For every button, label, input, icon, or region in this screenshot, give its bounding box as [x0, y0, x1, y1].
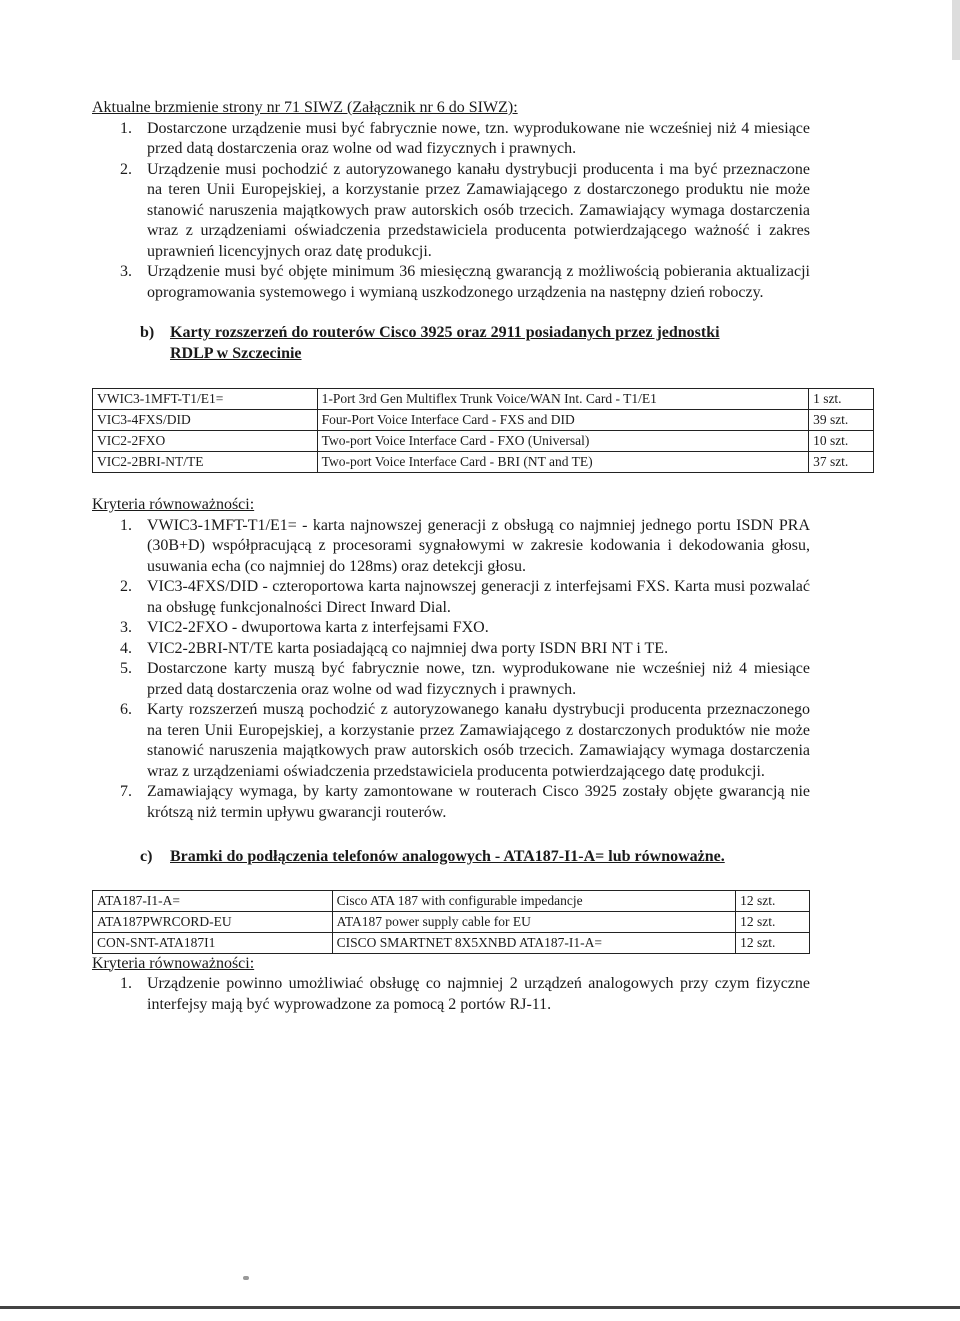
part-description: ATA187 power supply cable for EU: [332, 911, 735, 932]
criteria-item: 1. VWIC3-1MFT-T1/E1= - karta najnowszej generacji z obsługą co najmniej jednego portu ISDN PRA (30B+D) współpracującą z procesorami sygnałowymi w zakresie kodowania i dekodowania głosu, usuwania echa (co najmniej do 128ms) oraz detekcji głosu.: [120, 516, 810, 575]
section-c-criteria-list: [92, 974, 810, 1015]
part-quantity: 10 szt.: [809, 431, 874, 452]
part-description: Two-port Voice Interface Card - BRI (NT and TE): [317, 452, 808, 473]
table-row: [93, 431, 874, 452]
criteria-item: 7. Zamawiający wymaga, by karty zamontowane w routerach Cisco 3925 zostały objęte gwarancją nie krótszą niż termin upływu gwarancji routerów.: [120, 783, 810, 821]
section-c-criteria-heading: Kryteria równoważności:: [92, 954, 255, 972]
table-row: [93, 932, 810, 953]
intro-heading: Aktualne brzmienie strony nr 71 SIWZ (Załącznik nr 6 do SIWZ):: [92, 99, 518, 116]
part-number: VIC2-2FXO: [93, 431, 318, 452]
intro-item-1: 1. Dostarczone urządzenie musi być fabrycznie nowe, tzn. wyprodukowane nie wcześniej niż 4 miesiące przed datą dostarczenia oraz wolne od wad fizycznych i prawnych.: [120, 119, 810, 157]
intro-item-3: 3. Urządzenie musi być objęte minimum 36 miesięczną gwarancją z możliwością pobierania aktualizacji oprogramowania systemowego i wymianą uszkodzonego urządzenia na następny dzień roboczy.: [120, 263, 810, 301]
scan-speck: [243, 1276, 249, 1280]
part-number: CON-SNT-ATA187I1: [93, 932, 333, 953]
criteria-item: 5. Dostarczone karty muszą być fabrycznie nowe, tzn. wyprodukowane nie wcześniej niż 4 miesiące przed datą dostarczenia oraz wolne od wad fizycznych i prawnych.: [120, 660, 810, 698]
part-number: VWIC3-1MFT-T1/E1=: [93, 389, 318, 410]
criteria-item: 3. VIC2-2FXO - dwuportowa karta z interfejsami FXO.: [120, 619, 489, 636]
intro-item-2: 2. Urządzenie musi pochodzić z autoryzowanego kanału dystrybucji producenta i ma być przeznaczone na teren Unii Europejskiej, a korzystanie przez Zamawiającego z dostarczonego produktu nie może stanowić naruszenia majątkowych praw autorskich osób trzecich. Zamawiający wymaga dostarczenia wraz z urządzeniami oświadczenia przedstawiciela producenta potwierdzającego ważność i zakres uprawnień licencyjnych oraz datę produkcji.: [120, 160, 810, 260]
part-quantity: 12 szt.: [736, 932, 810, 953]
criteria-item: 1. Urządzenie powinno umożliwiać obsługę co najmniej 2 urządzeń analogowych przy czym fizyczne interfejsy mają być wyprowadzone za pomocą 2 portów RJ-11.: [120, 975, 810, 1013]
criteria-item: 2. VIC3-4FXS/DID - czteroportowa karta najnowszej generacji z interfejsami FXS. Karta musi pozwalać na obsługę funkcjonalności Direct Inward Dial.: [120, 578, 810, 616]
part-description: Two-port Voice Interface Card - FXO (Universal): [317, 431, 808, 452]
part-number: VIC3-4FXS/DID: [93, 410, 318, 431]
criteria-item: 4. VIC2-2BRI-NT/TE karta posiadającą co najmniej dwa porty ISDN BRI NT i TE.: [120, 639, 669, 657]
intro-list: [92, 119, 810, 304]
part-quantity: 12 szt.: [736, 911, 810, 932]
part-number: ATA187PWRCORD-EU: [93, 911, 333, 932]
part-number: ATA187-I1-A=: [93, 890, 333, 911]
section-b-letter: b): [140, 324, 155, 341]
table-row: [93, 410, 874, 431]
document-page: [92, 98, 849, 1015]
criteria-item: 6. Karty rozszerzeń muszą pochodzić z autoryzowanego kanału dystrybucji producenta przeznaczonego na teren Unii Europejskiej, a korzystanie przez Zamawiającego z dostarczonych produktów nie może stanowić naruszenia majątkowych praw autorskich osób trzecich. Zamawiający wymaga dostarczenia wraz z urządzeniami oświadczenia przedstawiciela producenta potwierdzającego datę produkcji.: [120, 701, 810, 780]
part-description: 1-Port 3rd Gen Multiflex Trunk Voice/WAN Int. Card - T1/E1: [317, 389, 808, 410]
part-quantity: 12 szt.: [736, 890, 810, 911]
section-b-heading: [140, 323, 740, 364]
scan-edge-mark: [952, 0, 960, 60]
section-b-table: [92, 388, 874, 473]
part-quantity: 39 szt.: [809, 410, 874, 431]
part-quantity: 1 szt.: [809, 389, 874, 410]
part-quantity: 37 szt.: [809, 452, 874, 473]
section-b-title: Karty rozszerzeń do routerów Cisco 3925 oraz 2911 posiadanych przez jednostki RDLP w Szczecinie: [170, 324, 720, 362]
table-row: [93, 890, 810, 911]
part-description: Four-Port Voice Interface Card - FXS and DID: [317, 410, 808, 431]
section-c-title: Bramki do podłączenia telefonów analogowych - ATA187-I1-A= lub równoważne.: [170, 848, 725, 865]
table-row: [93, 452, 874, 473]
table-row: [93, 389, 874, 410]
section-c-heading: [140, 847, 740, 868]
section-c-table: [92, 890, 810, 954]
section-b-criteria-heading: Kryteria równoważności:: [92, 496, 255, 513]
section-c-letter: c): [140, 848, 153, 865]
table-row: [93, 911, 810, 932]
part-number: VIC2-2BRI-NT/TE: [93, 452, 318, 473]
section-b-criteria-list: [92, 516, 810, 824]
part-description: Cisco ATA 187 with configurable impedancje: [332, 890, 735, 911]
part-description: CISCO SMARTNET 8X5XNBD ATA187-I1-A=: [332, 932, 735, 953]
scan-bottom-line: [0, 1306, 960, 1309]
